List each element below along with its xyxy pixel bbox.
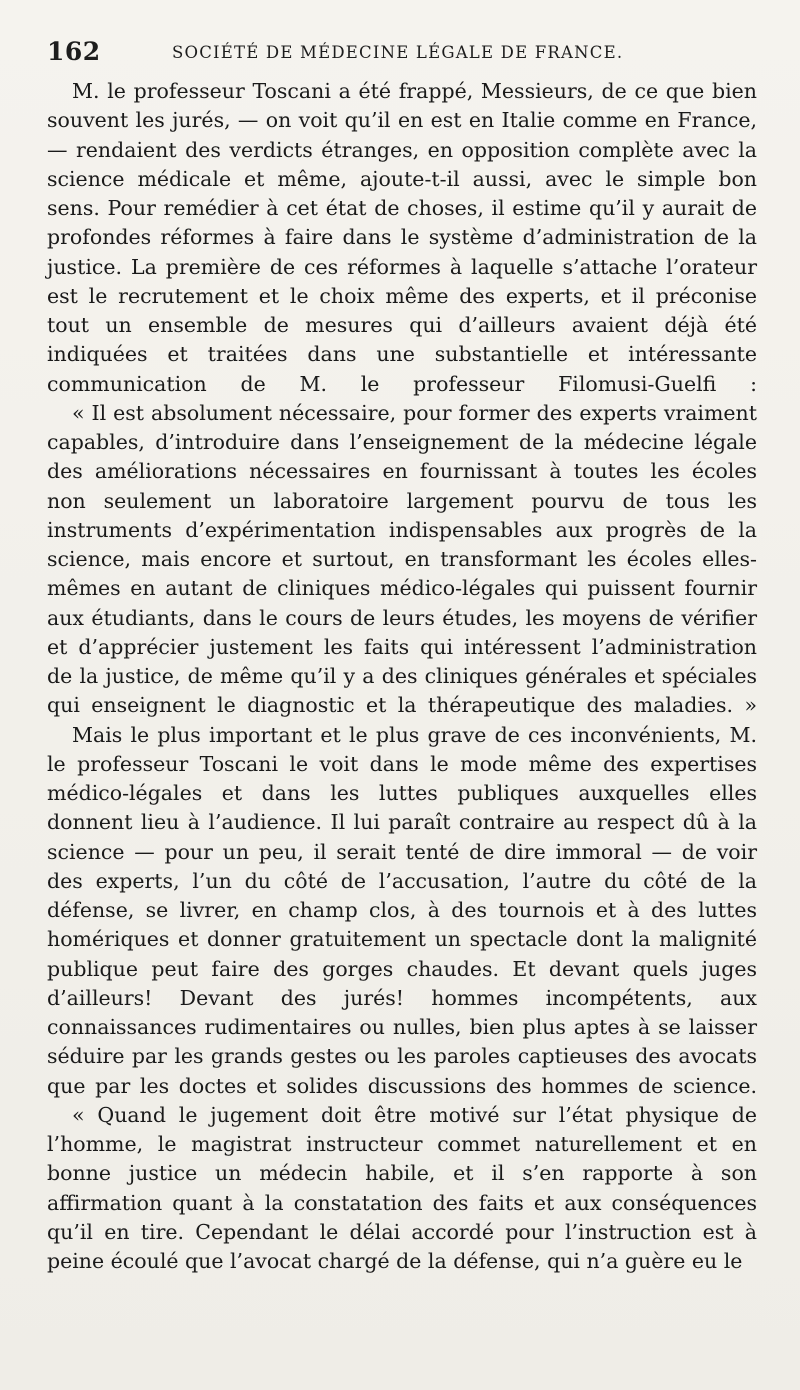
paragraph-3: Mais le plus important et le plus grave de ces inconvénients, M. le professeur Toscani le voit dans le mode même des expertises médico-légales et dans les luttes publiques auxquelles elles donnent lieu à l’audience. Il lui paraît contraire au respect dû à la science — pour un peu, il serait tenté de dire immoral — de voir des experts, l’un du côté de l’accusation, l’autre du côté de la défense, se livrer, en champ clos, à des tournois et à des luttes homériques et donner gratuitement un spectacle dont la malignité publique peut faire des gorges chaudes. Et devant quels juges d’ailleurs! Devant des jurés! hommes incompétents, aux connaissances rudimentaires ou nulles, bien plus aptes à se laisser séduire par les grands gestes ou les paroles captieuses des avocats que par les doctes et solides discussions des hommes de science.: [47, 722, 757, 1098]
running-head: [47, 37, 753, 71]
body-text: [47, 77, 757, 1276]
paragraph-4-quotation: « Quand le jugement doit être motivé sur l’état physique de l’homme, le magistrat instructeur commet naturellement et en bonne justice un médecin habile, et il s’en rapporte à son affirmation quant à la constatation des faits et aux conséquences qu’il en tire. Cependant le délai accordé pour l’instruction est à peine écoulé que l’avocat chargé de la défense, qui n’a guère eu le: [47, 1102, 757, 1273]
paragraph-1: M. le professeur Toscani a été frappé, Messieurs, de ce que bien souvent les jurés, — on voit qu’il en est en Italie comme en France, — rendaient des verdicts étranges, en opposition complète avec la science médicale et même, ajoute-t-il aussi, avec le simple bon sens. Pour remédier à cet état de choses, il estime qu’il y aurait de profondes réformes à faire dans le système d’administration de la justice. La première de ces réformes à laquelle s’attache l’orateur est le recrutement et le choix même des experts, et il préconise tout un ensemble de mesures qui d’ailleurs avaient déjà été indiquées et traitées dans une substantielle et intéressante communication de M. le professeur Filomusi-Guelfi :: [47, 79, 757, 396]
page-number: 162: [47, 37, 101, 66]
paragraph-2-quotation: « Il est absolument nécessaire, pour former des experts vraiment capables, d’introduire dans l’enseignement de la médecine légale des améliorations nécessaires en fournissant à toutes les écoles non seulement un laboratoire largement pourvu de tous les instruments d’expérimentation indispensables aux progrès de la science, mais encore et surtout, en transformant les écoles elles-mêmes en autant de cliniques médico-légales qui puissent fournir aux étudiants, dans le cours de leurs études, les moyens de vérifier et d’apprécier justement les faits qui intéressent l’administration de la justice, de même qu’il y a des cliniques générales et spéciales qui enseignent le diagnostic et la thérapeutique des maladies. »: [47, 400, 757, 718]
running-title: SOCIÉTÉ DE MÉDECINE LÉGALE DE FRANCE.: [172, 43, 624, 62]
